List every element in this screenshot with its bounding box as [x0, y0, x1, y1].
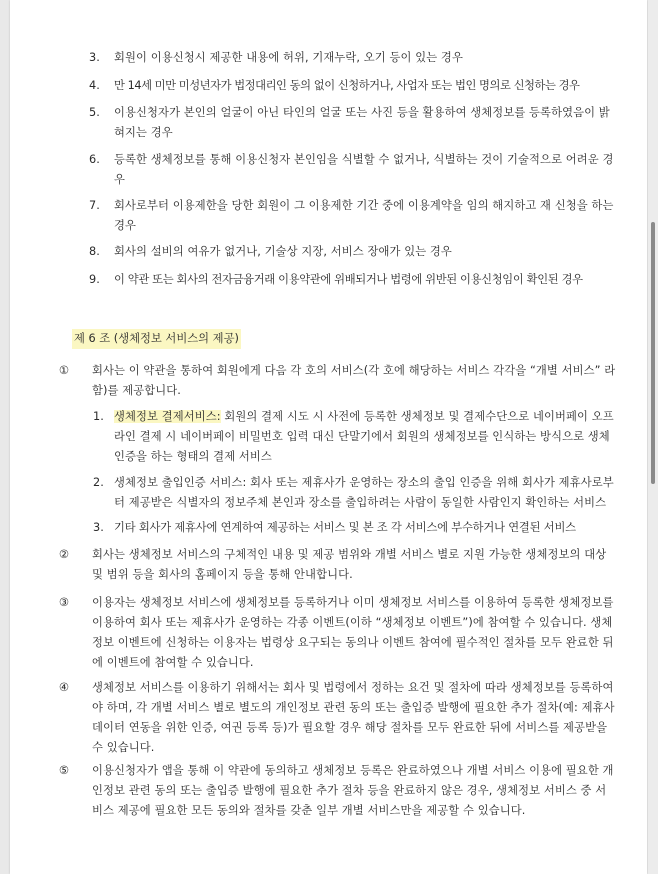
- sub-list-text: 생체정보 결제서비스: 회원의 결제 시도 시 사전에 등록한 생체정보 및 결제수단으로 네이버페이 오프라인 결제 시 네이버페이 비밀번호 입력 대신 단말기에서 회원의 생체정보를 인식하는 방식으로 생체인증을 하는 형태의 결제 서비스: [114, 410, 614, 463]
- sub-list-text: 생체정보 출입인증 서비스: 회사 또는 제휴사가 운영하는 장소의 출입 인증을 위해 회사가 제휴사로부터 제공받은 식별자의 정보주체 본인과 장소를 출입하려는 사람이 동일한 사람인지 확인하는 서비스: [114, 476, 614, 509]
- sub-list-text: 기타 회사가 제휴사에 연계하여 제공하는 서비스 및 본 조 각 서비스에 부수하거나 연결된 서비스: [114, 521, 576, 534]
- list-number: 8.: [89, 245, 100, 258]
- sub-list-number: 2.: [93, 476, 104, 489]
- clause-text: 생체정보 서비스를 이용하기 위해서는 회사 및 법령에서 정하는 요건 및 절차에 따라 생체정보를 등록하여야 하며, 각 개별 서비스 별로 별도의 개인정보 관련 동의 또는 출입증 발행에 필요한 추가 절차(예: 제휴사 데이터 연동을 위한 인증, 여권 등록 등)가 필요할 경우 해당 절차를 모두 완료한 뒤에 서비스를 제공받을 수 있습니다.: [92, 681, 615, 754]
- list-text: 이 약관 또는 회사의 전자금융거래 이용약관에 위배되거나 법령에 위반된 이용신청임이 확인된 경우: [114, 273, 583, 286]
- clause-number: ②: [58, 548, 70, 561]
- list-number: 4.: [89, 79, 100, 92]
- list-number: 9.: [89, 273, 100, 286]
- list-text: 이용신청자가 본인의 얼굴이 아닌 타인의 얼굴 또는 사진 등을 활용하여 생체정보를 등록하였음이 밝혀지는 경우: [114, 106, 610, 139]
- section-title: 제 6 조 (생체정보 서비스의 제공): [72, 329, 241, 349]
- list-number: 3.: [89, 51, 100, 64]
- clause-text: 이용자는 생체정보 서비스에 생체정보를 등록하거나 이미 생체정보 서비스를 이용하여 등록한 생체정보를 이용하여 회사 또는 제휴사가 운영하는 각종 이벤트(이하 “생체정보 이벤트”)에 참여할 수 있습니다. 생체정보 이벤트에 신청하는 이용자는 법령상 요구되는 동의나 이벤트 참여에 필수적인 절차를 모두 완료한 뒤에 이벤트에 참여할 수 있습니다.: [92, 596, 614, 669]
- clause-text: 회사는 생체정보 서비스의 구체적인 내용 및 제공 범위와 개별 서비스 별로 지원 가능한 생체정보의 대상 및 범위 등을 회사의 홈페이지 등을 통해 안내합니다.: [92, 548, 607, 581]
- clause-number: ⑤: [58, 764, 70, 777]
- clause-text: 회사는 이 약관을 통하여 회원에게 다음 각 호의 서비스(각 호에 해당하는 서비스 각각을 “개별 서비스” 라 함)를 제공합니다.: [92, 364, 616, 397]
- list-number: 5.: [89, 106, 100, 119]
- scrollbar-thumb[interactable]: [651, 222, 655, 484]
- list-text: 회사로부터 이용제한을 당한 회원이 그 이용제한 기간 중에 이용계약을 임의 해지하고 재 신청을 하는 경우: [114, 199, 614, 232]
- list-text: 회사의 설비의 여유가 없거나, 기술상 지장, 서비스 장애가 있는 경우: [114, 245, 452, 258]
- highlighted-label: 생체정보 결제서비스:: [114, 410, 221, 423]
- clause-text: 이용신청자가 앱을 통해 이 약관에 동의하고 생체정보 등록은 완료하였으나 개별 서비스 이용에 필요한 개인정보 관련 동의 또는 출입증 발행에 필요한 추가 절차 등을 완료하지 않은 경우, 생체정보 서비스 중 서비스 제공에 필요한 모든 동의와 절차를 갖춘 일부 개별 서비스만을 제공할 수 있습니다.: [92, 764, 614, 817]
- list-text: 회원이 이용신청시 제공한 내용에 허위, 기재누락, 오기 등이 있는 경우: [114, 51, 463, 64]
- list-text: 만 14세 미만 미성년자가 법정대리인 동의 없이 신청하거나, 사업자 또는 법인 명의로 신청하는 경우: [114, 79, 580, 92]
- sub-list-number: 1.: [93, 410, 104, 423]
- list-number: 7.: [89, 199, 100, 212]
- list-text: 등록한 생체정보를 통해 이용신청자 본인임을 식별할 수 없거나, 식별하는 것이 기술적으로 어려운 경우: [114, 153, 614, 186]
- vertical-scrollbar[interactable]: [648, 0, 658, 874]
- clause-number: ③: [58, 596, 70, 609]
- sub-list-number: 3.: [93, 521, 104, 534]
- list-number: 6.: [89, 153, 100, 166]
- document-page: [10, 0, 647, 874]
- clause-number: ④: [58, 681, 70, 694]
- clause-number: ①: [58, 364, 70, 377]
